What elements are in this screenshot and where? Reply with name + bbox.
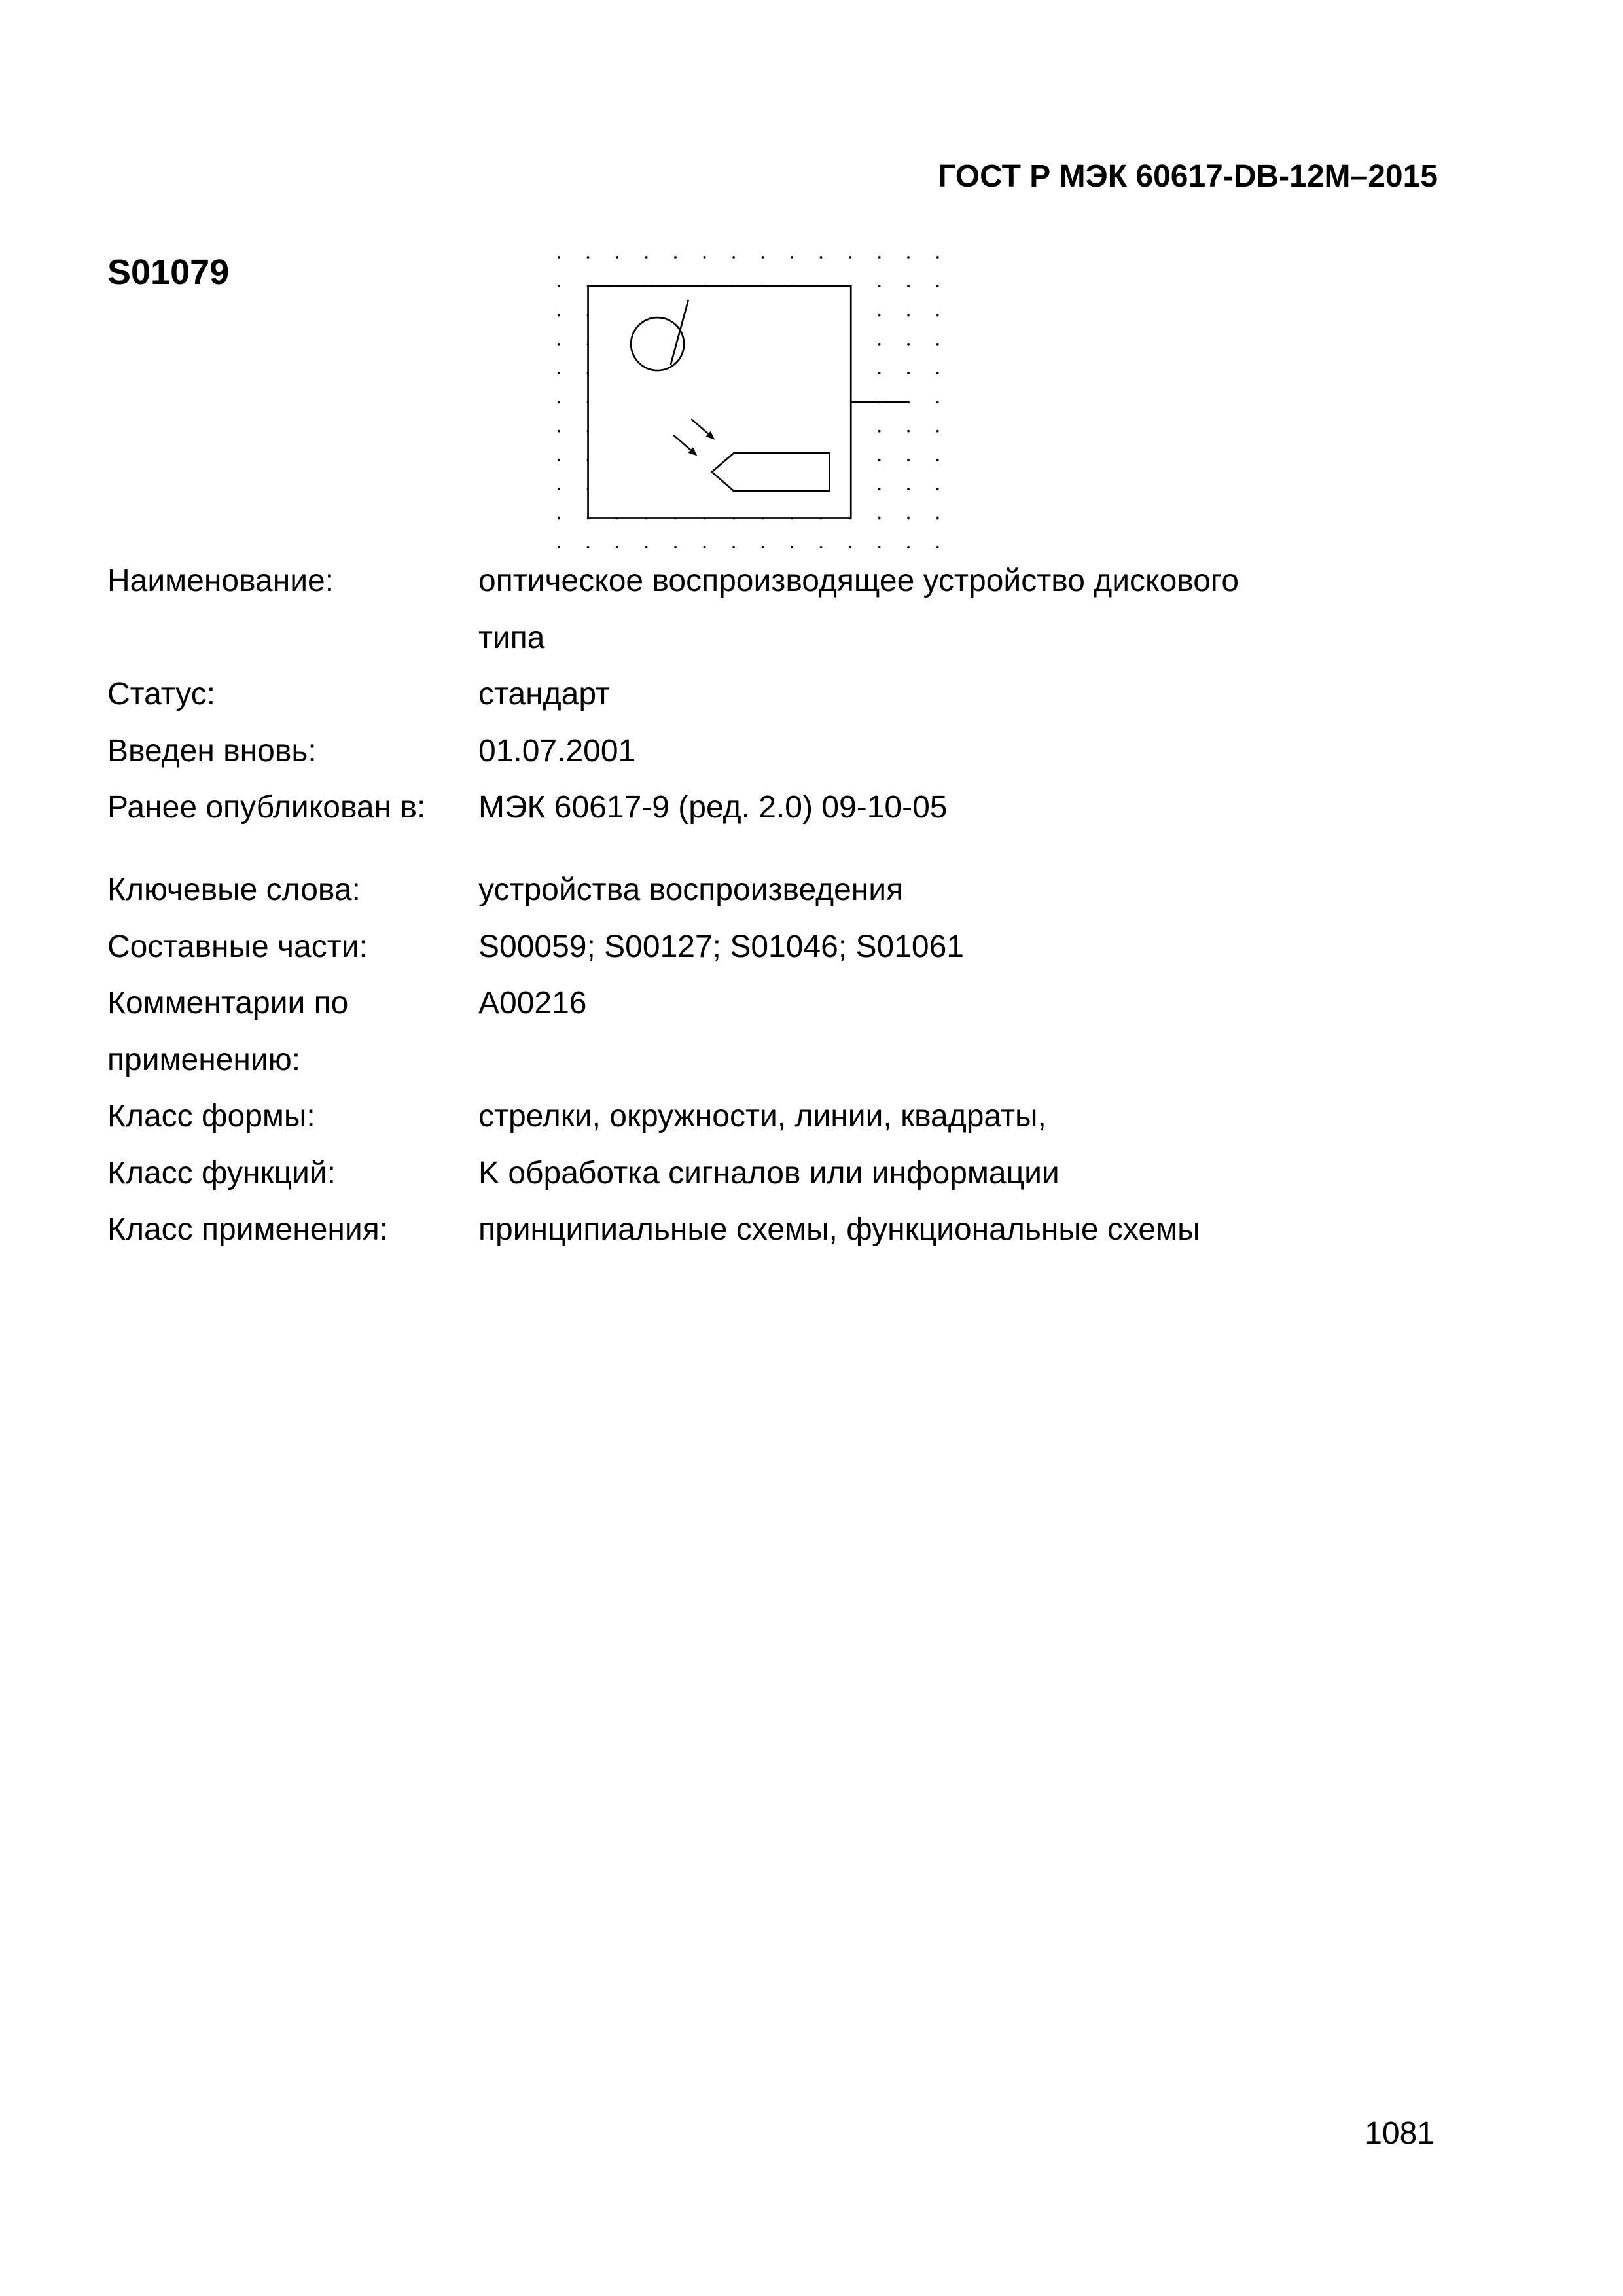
status-value-text: стандарт: [478, 677, 610, 711]
shape-class-label: [107, 1088, 478, 1145]
keywords-label-text: Ключевые слова:: [107, 872, 361, 907]
components-label-text: Составные части:: [107, 929, 368, 964]
status-value: [478, 666, 1416, 723]
previously-published-label: [107, 780, 478, 836]
application-class-value-text: принципиальные схемы, функциональные схемы: [478, 1212, 1200, 1247]
application-class-label-text: Класс применения:: [107, 1212, 389, 1247]
application-class-value: [478, 1202, 1416, 1259]
function-class-value-text: K обработка сигналов или информации: [478, 1155, 1060, 1191]
status-row: [107, 666, 1416, 723]
components-value: [478, 919, 1416, 976]
function-class-label-text: Класс функций:: [107, 1155, 336, 1191]
function-class-value: [478, 1145, 1416, 1202]
previously-published-value-text: МЭК 60617-9 (ред. 2.0) 09-10-05: [478, 790, 948, 825]
introduced-label-text: Введен вновь:: [107, 733, 317, 768]
symbol-properties: [107, 553, 1416, 1259]
keywords-label: [107, 862, 478, 919]
standard-header: ГОСТ Р МЭК 60617-DB-12M–2015: [938, 159, 1438, 194]
application-notes-value-text: A00216: [478, 986, 587, 1020]
details-group: [107, 553, 1416, 836]
application-notes-row: [107, 975, 1416, 1088]
name-label-text: Наименование:: [107, 564, 334, 598]
components-label: [107, 919, 478, 976]
symbol-code: S01079: [107, 253, 230, 292]
device-frame: [588, 286, 851, 518]
name-value-line-1: оптическое воспроизводящее устройство дискового: [478, 564, 1240, 598]
name-label: [107, 553, 478, 610]
name-row: [107, 553, 1416, 666]
application-class-label: [107, 1202, 478, 1259]
name-value-line-2: типа: [478, 620, 545, 655]
shape-class-label-text: Класс формы:: [107, 1099, 315, 1134]
shape-class-value: [478, 1088, 1416, 1145]
keywords-row: [107, 862, 1416, 919]
introduced-label: [107, 723, 478, 780]
keywords-value: [478, 862, 1416, 919]
introduced-date: 01.07.2001: [478, 733, 636, 768]
components-row: [107, 919, 1416, 976]
shape-class-row: [107, 1088, 1416, 1145]
shape-class-value-text: стрелки, окружности, линии, квадраты,: [478, 1099, 1046, 1134]
introduced-value: [478, 723, 1416, 780]
page-number: 1081: [1364, 2116, 1435, 2151]
function-class-row: [107, 1145, 1416, 1202]
previously-published-row: [107, 780, 1416, 836]
keywords-value-text: устройства воспроизведения: [478, 872, 904, 907]
application-notes-label-line-2: применению:: [107, 1042, 301, 1077]
name-value: [478, 553, 1416, 666]
application-notes-label-line-1: Комментарии по: [107, 986, 349, 1020]
application-notes-label: [107, 975, 478, 1088]
classification-group: [107, 862, 1416, 1259]
previously-published-value: [478, 780, 1416, 836]
status-label-text: Статус:: [107, 677, 216, 711]
components-value-text: S00059; S00127; S01046; S01061: [478, 929, 964, 964]
previously-published-label-text: Ранее опубликован в:: [107, 790, 426, 825]
function-class-label: [107, 1145, 478, 1202]
application-class-row: [107, 1202, 1416, 1259]
application-notes-value: [478, 975, 1416, 1032]
introduced-row: [107, 723, 1416, 780]
symbol-diagram: [541, 240, 956, 566]
status-label: [107, 666, 478, 723]
